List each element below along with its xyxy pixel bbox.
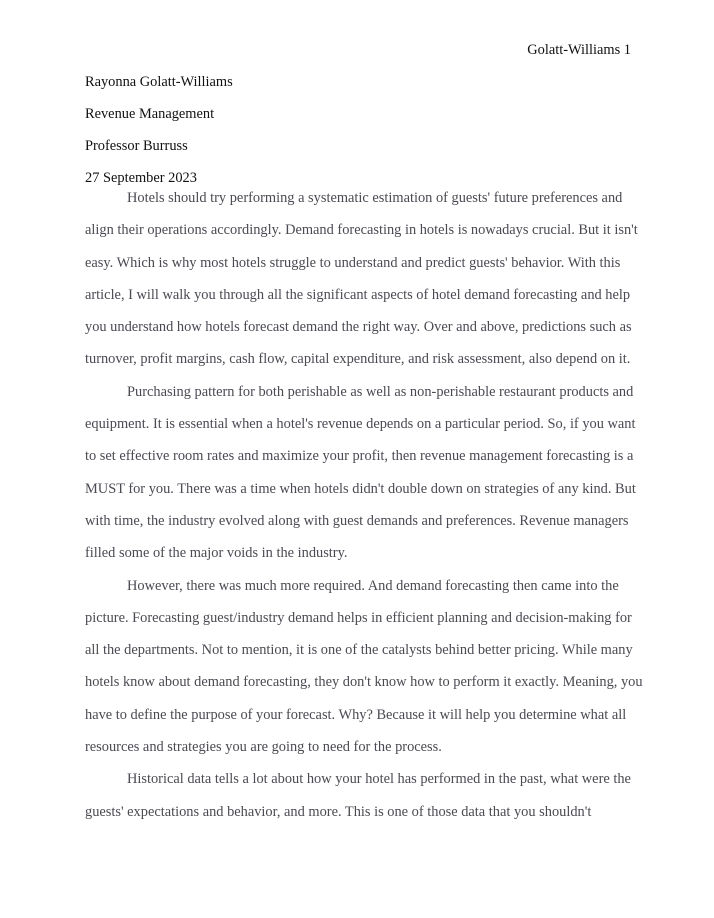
paragraph-3-line: picture. Forecasting guest/industry demand helps in efficient planning and decision-making for (85, 609, 632, 626)
student-name: Rayonna Golatt-Williams (85, 74, 233, 90)
paragraph-2-line: Purchasing pattern for both perishable as well as non-perishable restaurant products and (127, 383, 634, 400)
paragraph-1-line: you understand how hotels forecast demand the right way. Over and above, predictions such as (85, 319, 632, 336)
running-head: Golatt-Williams 1 (527, 42, 631, 58)
paragraph-4-line: Historical data tells a lot about how your hotel has performed in the past, what were the (127, 771, 631, 788)
paragraph-1-line: easy. Which is why most hotels struggle to understand and predict guests' behavior. With this (85, 254, 621, 271)
paragraph-1-line: Hotels should try performing a systematic estimation of guests' future preferences and (127, 190, 623, 206)
paragraph-3-line: However, there was much more required. And demand forecasting then came into the (127, 577, 619, 594)
paragraph-2-line: equipment. It is essential when a hotel's revenue depends on a particular period. So, if you want (85, 416, 636, 433)
paragraph-3-line: have to define the purpose of your forecast. Why? Because it will help you determine what all (85, 706, 627, 723)
paragraph-2-line: MUST for you. There was a time when hotels didn't double down on strategies of any kind. But (85, 480, 636, 497)
course-name: Revenue Management (85, 106, 215, 122)
paragraph-2-line: filled some of the major voids in the industry. (85, 545, 348, 562)
body-text (85, 182, 643, 828)
paragraph-3-line: resources and strategies you are going to need for the process. (85, 739, 442, 756)
professor-name: Professor Burruss (85, 138, 188, 154)
paragraph-4-line: guests' expectations and behavior, and more. This is one of those data that you shouldn't (85, 803, 592, 820)
paragraph-2-line: with time, the industry evolved along with guest demands and preferences. Revenue managers (85, 512, 629, 529)
paragraph-3-line: all the departments. Not to mention, it is one of the catalysts behind better pricing. While many (85, 642, 633, 659)
paragraph-2-line: to set effective room rates and maximize your profit, then revenue management forecasting is a (85, 448, 634, 465)
paragraph-1-line: turnover, profit margins, cash flow, capital expenditure, and risk assessment, also depend on it. (85, 351, 631, 368)
paragraph-3-line: hotels know about demand forecasting, they don't know how to perform it exactly. Meaning, you (85, 674, 643, 691)
paragraph-1-line: article, I will walk you through all the significant aspects of hotel demand forecasting and help (85, 286, 631, 303)
document-date: 27 September 2023 (85, 170, 197, 186)
paragraph-1-line: align their operations accordingly. Demand forecasting in hotels is nowadays crucial. But it isn't (85, 222, 638, 239)
